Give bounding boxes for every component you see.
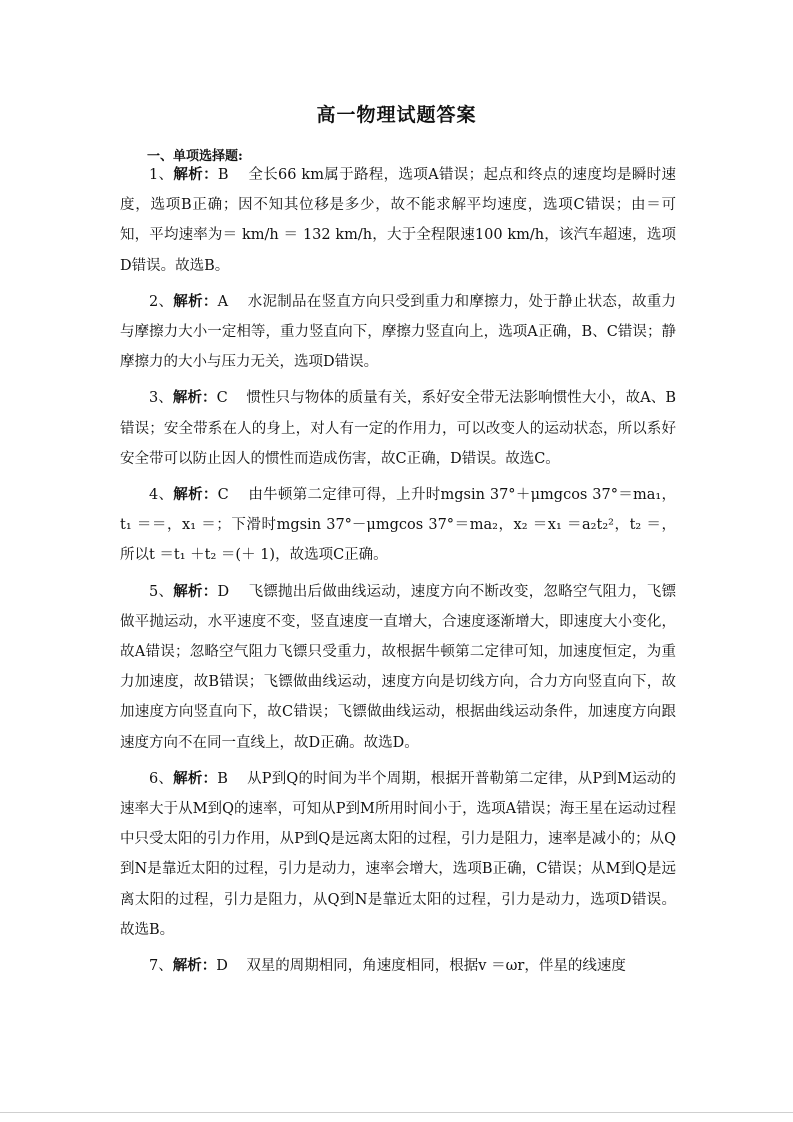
analysis-label: 解析： [173,486,218,504]
analysis-label: 解析： [173,166,218,183]
analysis-text: 双星的周期相同，角速度相同，根据v ＝ωr，伴星的线速度 [246,958,626,975]
answer-letter: B [217,167,229,183]
question-number: 1、 [149,167,174,183]
question-number: 3、 [149,390,173,407]
question-1 [120,160,676,281]
answer-letter: B [217,770,228,787]
answer-letter: C [216,390,228,407]
answer-letter: D [216,958,228,975]
question-number: 4、 [149,487,174,504]
answer-letter: C [217,487,229,504]
question-2 [120,287,676,378]
analysis-label: 解析： [172,389,217,407]
analysis-text: 飞镖抛出后做曲线运动，速度方向不断改变，忽略空气阻力，飞镖做平抛运动，水平速度不变，竖直速度一直增大，合速度逐渐增大，即速度大小变化，故A错误；忽略空气阻力飞镖只受重力，故根据牛顿第二定律可知，加速度恒定，为重力加速度，故B错误；飞镖做曲线运动，速度方向是切线方向，合力方向竖直向下，故加速度方向竖直向下，故C错误；飞镖做曲线运动，根据曲线运动条件，加速度方向跟速度方向不在同一直线上，故D正确。故选D。 [120,583,677,751]
document-title: 高一物理试题答案 [316,104,477,126]
question-number: 7、 [149,958,173,975]
analysis-label: 解析： [172,957,217,975]
analysis-text: 由牛顿第二定律可得，上升时mgsin 37°＋μmgcos 37°＝ma₁，t₁ ＝＝，x₁ ＝；下滑时mgsin 37°－μmgcos 37°＝ma₂，x₂ ＝x₁ ＝a₂t₂²，t₂ ＝，所以t ＝t₁ ＋t₂ ＝(＋ 1)，故选项C正确。 [120,487,677,564]
page-bottom-divider [0,1112,793,1113]
section-heading: 一、单项选择题: [147,149,243,164]
analysis-text: 全长66 km属于路程，选项A错误；起点和终点的速度均是瞬时速度，选项B正确；因不知其位移是多少，故不能求解平均速度，选项C错误；由＝可知，平均速率为＝ km/h ＝ 132 km/h，大于全程限速100 km/h，该汽车超速，选项D错误。故选B。 [120,167,676,274]
analysis-text: 惯性只与物体的质量有关，系好安全带无法影响惯性大小，故A、B错误；安全带系在人的身上，对人有一定的作用力，可以改变人的运动状态，所以系好安全带可以防止因人的惯性而造成伤害，故C正确，D错误。故选C。 [120,390,677,467]
analysis-label: 解析： [173,769,218,787]
question-4 [120,480,676,571]
analysis-text: 水泥制品在竖直方向只受到重力和摩擦力，处于静止状态，故重力与摩擦力大小一定相等，重力竖直向下，摩擦力竖直向上，选项A正确，B、C错误；静摩擦力的大小与压力无关，选项D错误。 [120,293,677,371]
question-6 [120,764,676,945]
question-7 [120,951,676,981]
analysis-label: 解析： [173,582,218,600]
question-number: 5、 [149,583,174,600]
question-3 [120,383,676,474]
answer-body [120,160,676,987]
question-number: 6、 [149,770,174,787]
question-number: 2、 [149,293,174,310]
analysis-label: 解析： [173,292,218,310]
answer-letter: D [217,583,230,600]
analysis-text: 从P到Q的时间为半个周期，根据开普勒第二定律，从P到M运动的速率大于从M到Q的速率，可知从P到M所用时间小于，选项A错误；海王星在运动过程中只受太阳的引力作用，从P到Q是远离太阳的过程，引力是阻力，速率是减小的；从Q到N是靠近太阳的过程，引力是动力，速率会增大，选项B正确，C错误；从M到Q是远离太阳的过程，引力是阻力，从Q到N是靠近太阳的过程，引力是动力，选项D错误。故选B。 [120,770,677,938]
question-5 [120,577,676,758]
answer-letter: A [217,293,229,310]
